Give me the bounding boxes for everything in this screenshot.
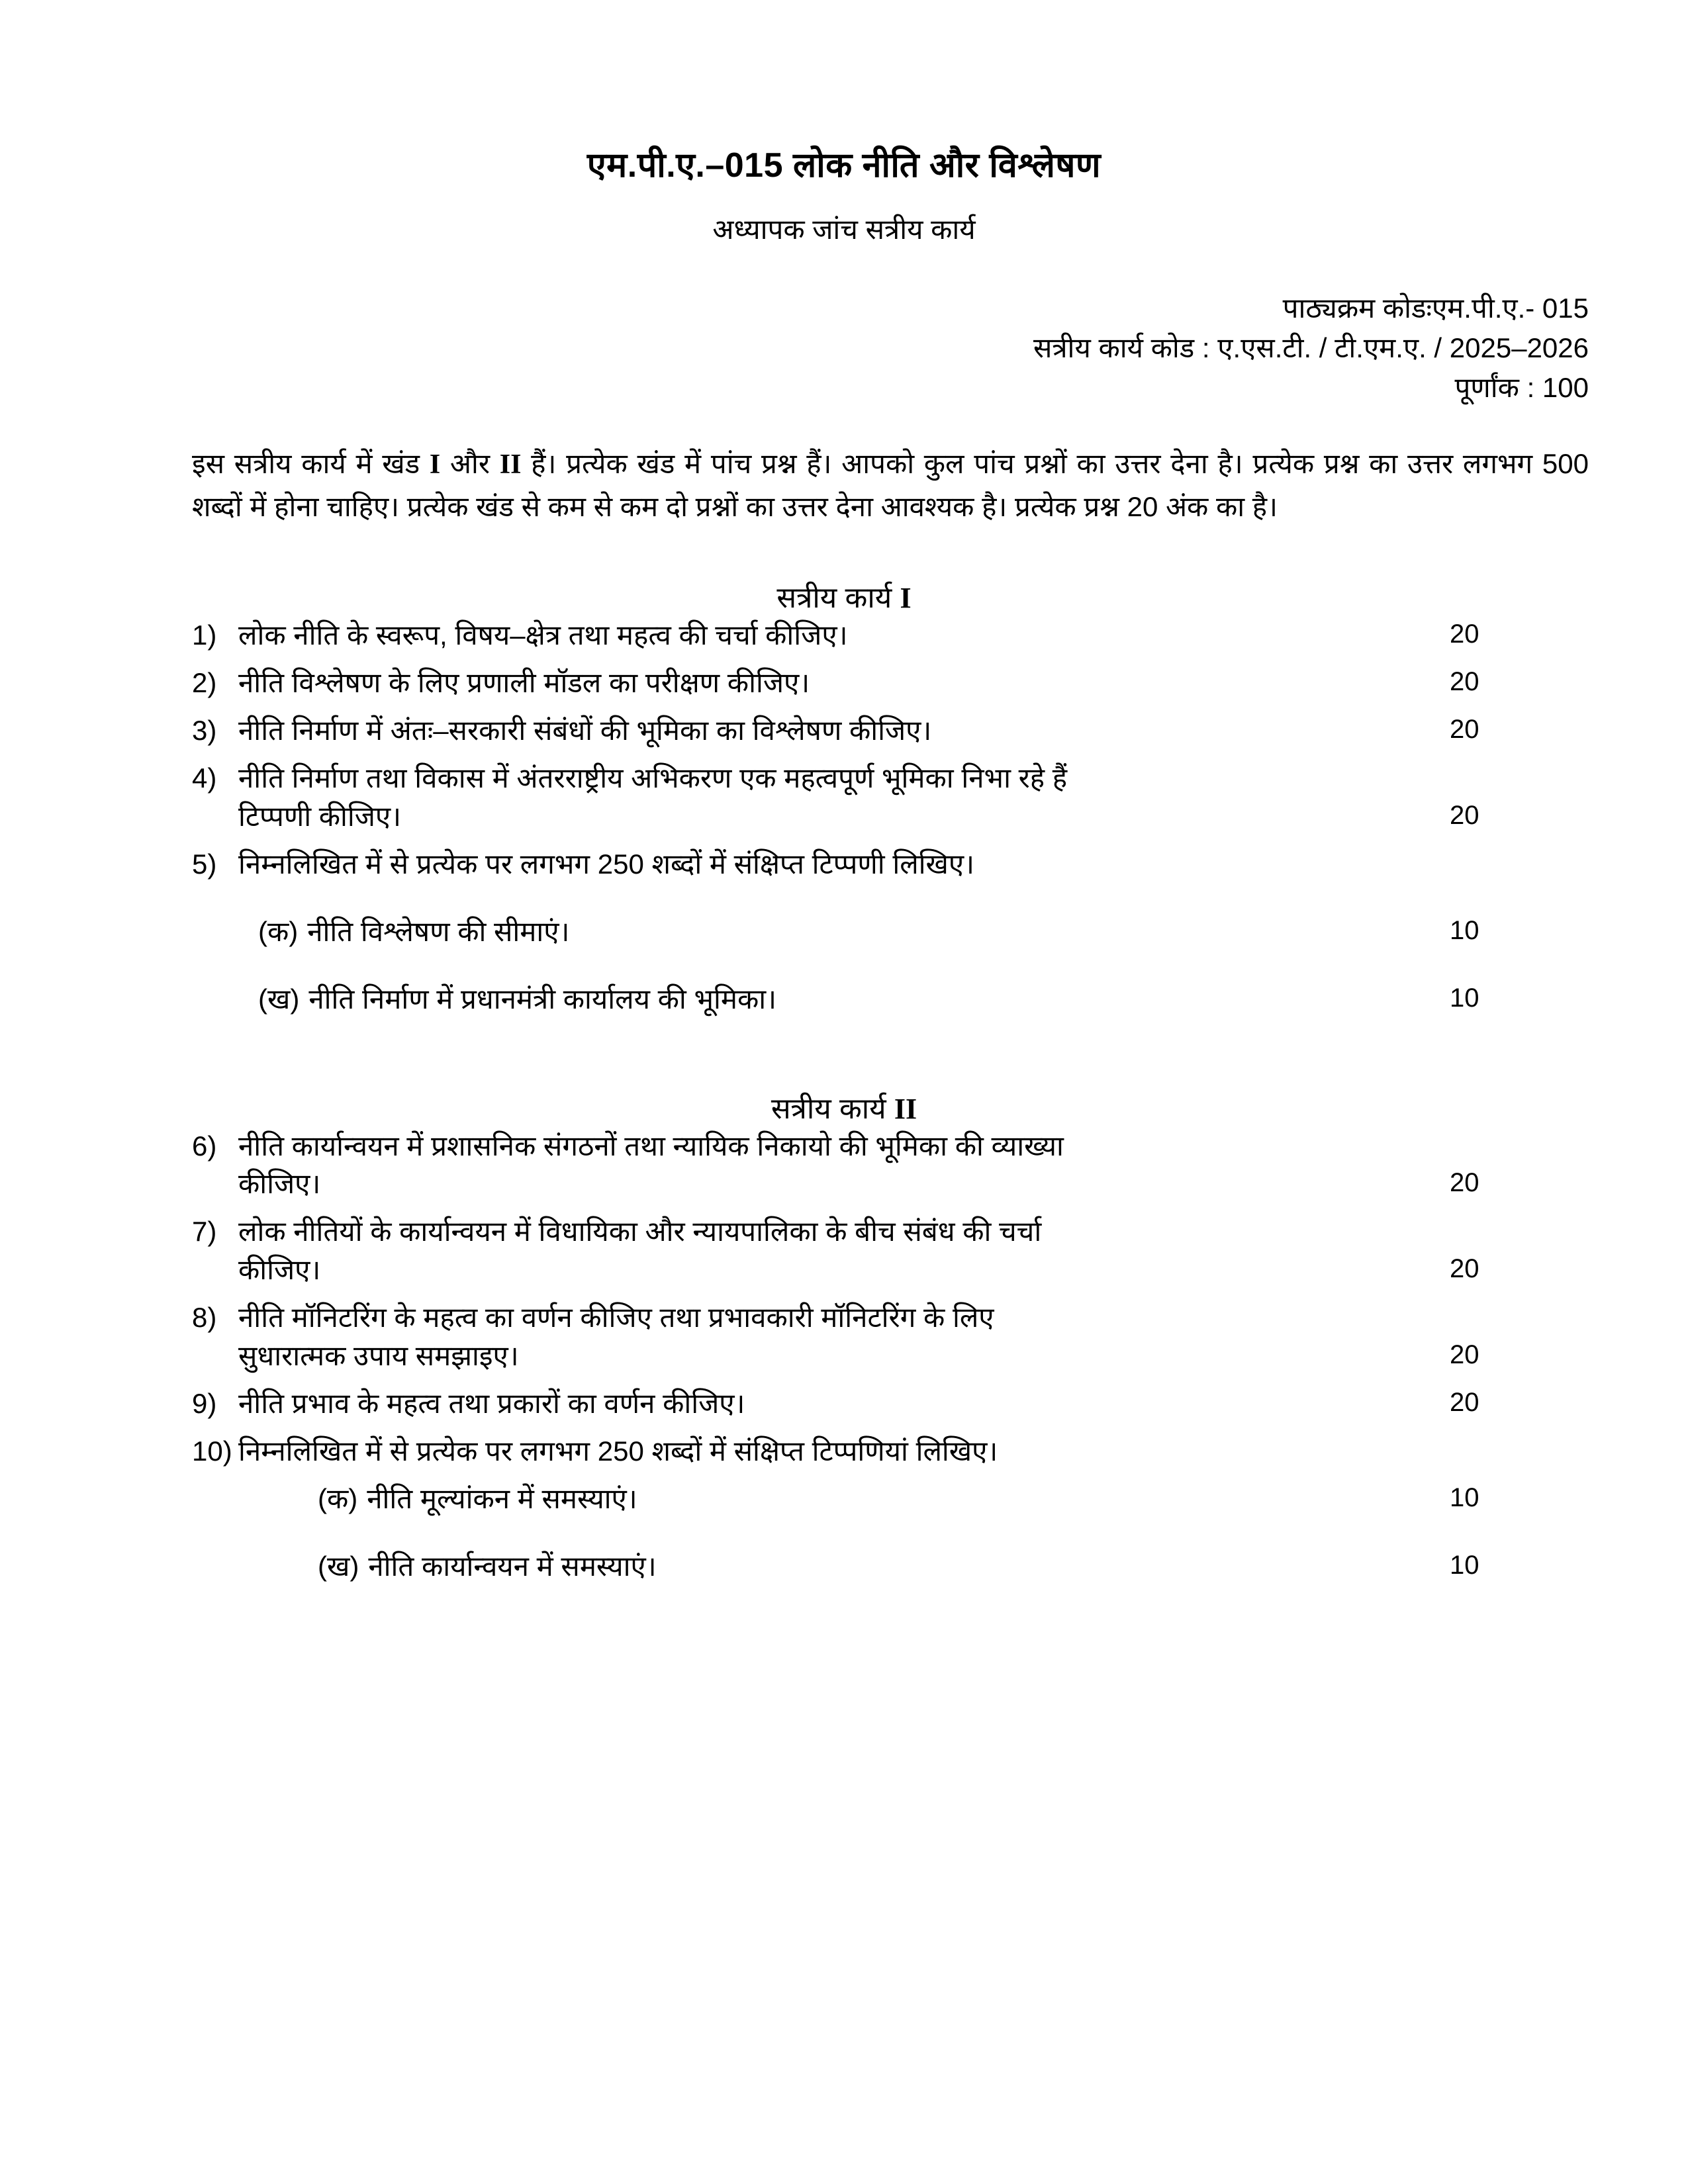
question-number: 2)	[192, 666, 217, 698]
question-marks: 20	[1450, 619, 1479, 649]
question-marks: 20	[1450, 1254, 1479, 1284]
sub-question-text: नीति कार्यान्वयन में समस्याएं।	[368, 1551, 657, 1582]
sub-question-text: नीति निर्माण में प्रधानमंत्री कार्यालय की भूमिका।	[308, 983, 777, 1015]
sub-question-row	[192, 913, 1589, 951]
question-number: 10)	[192, 1435, 232, 1467]
question-number: 3)	[192, 714, 217, 746]
sub-question-label: (ख)	[318, 1551, 359, 1582]
question-number: 6)	[192, 1130, 217, 1161]
question-text: निम्नलिखित में से प्रत्येक पर लगभग 250 शब्दों में संक्षिप्त टिप्पणी लिखिए।	[238, 848, 975, 880]
section-1-question-list	[192, 616, 1589, 1019]
sub-question-marks: 10	[1450, 1483, 1479, 1513]
question-number: 9)	[192, 1388, 217, 1420]
page-subtitle: अध्यापक जांच सत्रीय कार्य	[712, 214, 976, 245]
question-row	[192, 845, 1589, 884]
sub-question-marks: 10	[1450, 983, 1479, 1013]
page-title: एम.पी.ए.–015 लोक नीति और विश्लेषण	[586, 146, 1102, 185]
section-2-heading	[0, 1087, 1688, 1127]
question-text-line-1: नीति कार्यान्वयन में प्रशासनिक संगठनों तथा न्यायिक निकायो की भूमिका की व्याख्या	[238, 1130, 1064, 1161]
sub-question-marks: 10	[1450, 1551, 1479, 1580]
question-text-line-1: नीति निर्माण तथा विकास में अंतरराष्ट्रीय अभिकरण एक महत्वपूर्ण भूमिका निभा रहे हैं	[238, 762, 1068, 794]
section-2-question-list	[192, 1127, 1589, 1586]
sub-question-row	[192, 1480, 1589, 1518]
question-text-line-2: सुधारात्मक उपाय समझाइए।	[238, 1340, 519, 1372]
question-text: नीति प्रभाव के महत्व तथा प्रकारों का वर्णन कीजिए।	[238, 1388, 745, 1420]
instructions-paragraph	[192, 443, 1589, 527]
section-1-heading-roman: I	[900, 581, 912, 614]
sub-question-marks: 10	[1450, 915, 1479, 945]
max-marks: पूर्णांक : 100	[1454, 372, 1589, 404]
instructions-roman-2: II	[499, 449, 522, 480]
question-row	[192, 1127, 1589, 1204]
instructions-part-3: हैं। प्रत्येक खंड में पांच प्रश्न हैं। आपको कुल पांच प्रश्नों का उत्तर देना है। प्रत्येक प्रश्न का उत्तर लगभग 500 शब्दों में होना चाहिए। प्रत्येक खंड से कम से कम दो प्रश्नों का उत्तर देना आवश्यक है। प्रत्येक प्रश्न 20 अंक का है।	[192, 447, 1589, 522]
question-row	[192, 711, 1589, 750]
question-text-line-1: लोक नीतियों के कार्यान्वयन में विधायिका और न्यायपालिका के बीच संबंध की चर्चा	[238, 1216, 1042, 1248]
assignment-code: सत्रीय कार्य कोड : ए.एस.टी. / टी.एम.ए. / 2025–2026	[1033, 332, 1589, 363]
course-code: पाठ्यक्रम कोडःएम.पी.ए.- 015	[1282, 292, 1589, 324]
question-text: निम्नलिखित में से प्रत्येक पर लगभग 250 शब्दों में संक्षिप्त टिप्पणियां लिखिए।	[238, 1435, 998, 1467]
section-1-heading-label: सत्रीय कार्य	[776, 581, 900, 614]
question-row	[192, 1212, 1589, 1289]
instructions-roman-1: I	[429, 449, 441, 480]
sub-question-text: नीति मूल्यांकन में समस्याएं।	[367, 1483, 637, 1515]
question-row	[192, 759, 1589, 836]
sub-question-row	[192, 1547, 1589, 1586]
question-text-line-2: कीजिए।	[238, 1168, 321, 1200]
sub-question-label: (क)	[258, 915, 299, 947]
question-text: लोक नीति के स्वरूप, विषय–क्षेत्र तथा महत्व की चर्चा कीजिए।	[238, 619, 848, 651]
question-marks: 20	[1450, 666, 1479, 696]
question-marks: 20	[1450, 1168, 1479, 1198]
question-number: 1)	[192, 619, 217, 651]
question-marks: 20	[1450, 800, 1479, 830]
instructions-part-1: इस सत्रीय कार्य में खंड	[192, 447, 430, 479]
question-text-line-1: नीति मॉनिटरिंग के महत्व का वर्णन कीजिए तथा प्रभावकारी मॉनिटरिंग के लिए	[238, 1302, 994, 1334]
question-text: नीति विश्लेषण के लिए प्रणाली मॉडल का परीक्षण कीजिए।	[238, 666, 810, 698]
question-row	[192, 664, 1589, 702]
sub-question-label: (ख)	[258, 983, 300, 1015]
question-number: 7)	[192, 1216, 217, 1248]
sub-question-label: (क)	[318, 1483, 358, 1515]
section-2-heading-roman: II	[894, 1092, 917, 1125]
question-row	[192, 1298, 1589, 1375]
question-row	[192, 616, 1589, 655]
question-row	[192, 1385, 1589, 1423]
question-text: नीति निर्माण में अंतः–सरकारी संबंधों की भूमिका का विश्लेषण कीजिए।	[238, 714, 932, 746]
section-1-heading	[0, 576, 1688, 616]
sub-question-row	[192, 980, 1589, 1019]
instructions-part-2: और	[440, 447, 500, 479]
question-number: 5)	[192, 848, 217, 880]
question-number: 8)	[192, 1302, 217, 1334]
question-text-line-2: टिप्पणी कीजिए।	[238, 800, 402, 832]
question-text-line-2: कीजिए।	[238, 1254, 321, 1286]
sub-question-text: नीति विश्लेषण की सीमाएं।	[307, 915, 570, 947]
question-number: 4)	[192, 762, 217, 794]
question-marks: 20	[1450, 1340, 1479, 1370]
section-2-heading-label: सत्रीय कार्य	[771, 1092, 894, 1125]
assignment-meta	[0, 289, 1688, 408]
question-marks: 20	[1450, 714, 1479, 744]
question-row	[192, 1432, 1589, 1471]
question-marks: 20	[1450, 1388, 1479, 1418]
